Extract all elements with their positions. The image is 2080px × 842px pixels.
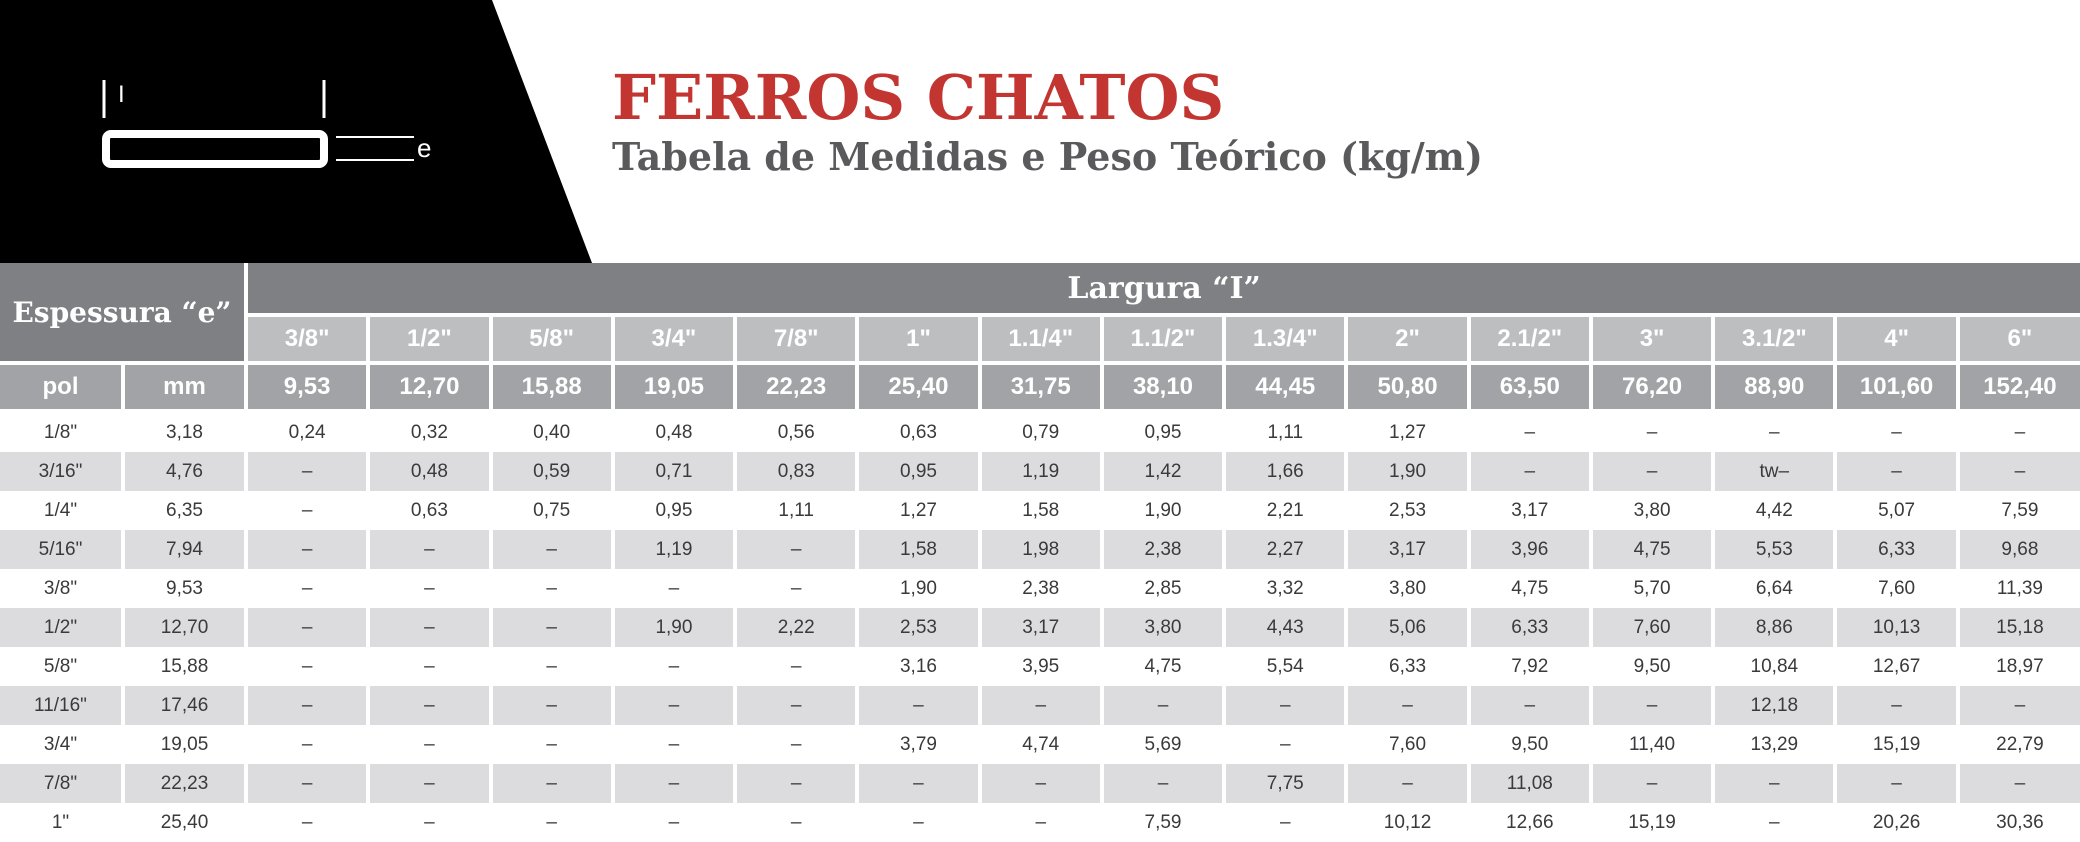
weight-cell: 4,75 [1591,530,1713,569]
weight-cell: – [1102,764,1224,803]
thickness-pol-cell: 3/4" [0,725,123,764]
weight-cell: 12,66 [1469,803,1591,842]
weight-cell: 2,53 [857,608,979,647]
weight-cell: 10,13 [1835,608,1957,647]
weight-cell: 2,22 [735,608,857,647]
weight-cell: – [857,764,979,803]
weight-cell: – [491,530,613,569]
width-pol-header: 2" [1346,315,1468,363]
weight-cell: 9,68 [1958,530,2080,569]
weight-cell: 2,53 [1346,491,1468,530]
weight-cell: 1,11 [1224,411,1346,452]
weight-cell: 0,71 [613,452,735,491]
title-block [612,62,1483,180]
table-row [0,491,2080,530]
thickness-mm-cell: 4,76 [123,452,246,491]
thickness-pol-cell: 7/8" [0,764,123,803]
table-row [0,452,2080,491]
thickness-mm-cell: 15,88 [123,647,246,686]
weight-cell: 1,90 [857,569,979,608]
table-row [0,764,2080,803]
thickness-pol-cell: 3/16" [0,452,123,491]
thickness-mm-cell: 9,53 [123,569,246,608]
weight-cell: 11,39 [1958,569,2080,608]
weight-cell: 22,79 [1958,725,2080,764]
weight-cell: – [1224,686,1346,725]
weight-cell: 10,84 [1713,647,1835,686]
weight-cell: – [491,686,613,725]
weight-cell: 2,38 [980,569,1102,608]
weight-cell: 0,79 [980,411,1102,452]
thickness-pol-cell: 1/2" [0,608,123,647]
weight-cell: – [368,803,490,842]
weight-cell: – [1958,411,2080,452]
weight-cell: 7,59 [1958,491,2080,530]
thickness-mm-cell: 17,46 [123,686,246,725]
weight-cell: – [1835,411,1957,452]
weight-cell: – [491,764,613,803]
weight-cell: 0,75 [491,491,613,530]
thickness-mm-cell: 7,94 [123,530,246,569]
weight-cell: – [246,608,368,647]
width-mm-header: 50,80 [1346,363,1468,411]
weight-cell: 5,54 [1224,647,1346,686]
weight-cell: 15,18 [1958,608,2080,647]
weight-cell: – [1469,411,1591,452]
page-subtitle: Tabela de Medidas e Peso Teórico (kg/m) [612,134,1483,179]
thickness-pol-cell: 3/8" [0,569,123,608]
width-pol-header: 1/2" [368,315,490,363]
width-pol-header: 5/8" [491,315,613,363]
width-pol-header: 3.1/2" [1713,315,1835,363]
width-mm-header: 76,20 [1591,363,1713,411]
weight-cell: 6,33 [1346,647,1468,686]
weight-cell: 1,90 [613,608,735,647]
thickness-mm-cell: 12,70 [123,608,246,647]
weight-cell: – [857,803,979,842]
weight-cell: 1,42 [1102,452,1224,491]
weight-cell: – [1958,764,2080,803]
weight-cell: – [246,803,368,842]
weight-cell: – [1346,764,1468,803]
weight-cell: – [491,569,613,608]
weight-cell: – [368,764,490,803]
weight-cell: – [980,803,1102,842]
weight-cell: 0,48 [613,411,735,452]
weight-table [0,263,2080,842]
weight-cell: – [1713,803,1835,842]
width-mm-header: 63,50 [1469,363,1591,411]
width-mm-header: 38,10 [1102,363,1224,411]
weight-cell: – [1224,725,1346,764]
width-mm-header: 25,40 [857,363,979,411]
thickness-mm-cell: 3,18 [123,411,246,452]
width-mm-header: 101,60 [1835,363,1957,411]
weight-cell: 1,27 [1346,411,1468,452]
weight-cell: 3,16 [857,647,979,686]
width-mm-header: 88,90 [1713,363,1835,411]
weight-cell: 9,50 [1469,725,1591,764]
weight-cell: 3,96 [1469,530,1591,569]
width-pol-header: 3" [1591,315,1713,363]
weight-cell: 7,60 [1346,725,1468,764]
weight-cell: 3,80 [1102,608,1224,647]
weight-cell: 1,98 [980,530,1102,569]
weight-cell: – [613,686,735,725]
table-row [0,411,2080,452]
flat-bar-section [106,134,324,164]
weight-cell: 15,19 [1835,725,1957,764]
weight-cell: 13,29 [1713,725,1835,764]
weight-cell: 0,56 [735,411,857,452]
thickness-pol-cell: 5/16" [0,530,123,569]
weight-cell: 1,90 [1102,491,1224,530]
weight-cell: 12,67 [1835,647,1957,686]
width-pol-header: 1.1/4" [980,315,1102,363]
weight-cell: – [491,803,613,842]
width-pol-header: 2.1/2" [1469,315,1591,363]
weight-cell: – [246,764,368,803]
weight-cell: – [980,686,1102,725]
width-mm-header: 152,40 [1958,363,2080,411]
width-mm-header: 15,88 [491,363,613,411]
largura-header: Largura “I” [246,263,2080,315]
table-row [0,608,2080,647]
weight-cell: 5,07 [1835,491,1957,530]
width-mm-header: 12,70 [368,363,490,411]
weight-cell: 4,42 [1713,491,1835,530]
weight-cell: – [246,569,368,608]
weight-cell: 3,79 [857,725,979,764]
width-pol-header: 4" [1835,315,1957,363]
weight-cell: 1,58 [980,491,1102,530]
weight-cell: – [613,725,735,764]
weight-cell: 5,06 [1346,608,1468,647]
header-row-widths-mm [0,363,2080,411]
width-mm-header: 9,53 [246,363,368,411]
table-row [0,686,2080,725]
weight-cell: – [246,491,368,530]
weight-cell: 3,17 [1346,530,1468,569]
weight-cell: – [735,686,857,725]
thickness-mm-cell: 25,40 [123,803,246,842]
weight-cell: – [246,686,368,725]
weight-cell: 0,48 [368,452,490,491]
thickness-pol-cell: 5/8" [0,647,123,686]
width-pol-header: 1" [857,315,979,363]
header-row-largura [0,263,2080,315]
weight-cell: – [735,530,857,569]
thickness-pol-cell: 1/4" [0,491,123,530]
thickness-mm-cell: 19,05 [123,725,246,764]
weight-cell: 4,75 [1102,647,1224,686]
width-pol-header: 1.3/4" [1224,315,1346,363]
weight-cell: 2,38 [1102,530,1224,569]
weight-cell: 11,40 [1591,725,1713,764]
width-pol-header: 1.1/2" [1102,315,1224,363]
weight-cell: 18,97 [1958,647,2080,686]
weight-cell: 0,32 [368,411,490,452]
weight-cell: – [1591,411,1713,452]
weight-cell: – [368,725,490,764]
weight-cell: – [246,530,368,569]
weight-cell: – [1469,686,1591,725]
weight-cell: – [1591,764,1713,803]
weight-cell: 0,40 [491,411,613,452]
weight-cell: 0,95 [613,491,735,530]
weight-cell: – [1591,452,1713,491]
weight-cell: – [735,569,857,608]
weight-cell: – [857,686,979,725]
weight-cell: 5,53 [1713,530,1835,569]
weight-cell: – [368,608,490,647]
espessura-header: Espessura “e” [0,263,246,363]
page-title: FERROS CHATOS [612,61,1225,134]
weight-cell: 3,80 [1346,569,1468,608]
weight-cell: 10,12 [1346,803,1468,842]
weight-cell: – [735,725,857,764]
weight-cell: – [1835,686,1957,725]
table-row [0,647,2080,686]
weight-cell: 3,32 [1224,569,1346,608]
weight-cell: – [613,647,735,686]
weight-cell: 0,63 [368,491,490,530]
thickness-label: e [417,133,432,163]
weight-cell: 1,27 [857,491,979,530]
table-row [0,569,2080,608]
weight-cell: 15,19 [1591,803,1713,842]
weight-cell: 1,11 [735,491,857,530]
weight-cell: 3,95 [980,647,1102,686]
weight-cell: – [1835,452,1957,491]
weight-cell: – [246,725,368,764]
weight-cell: 7,60 [1591,608,1713,647]
weight-cell: – [1958,452,2080,491]
weight-cell: 3,17 [1469,491,1591,530]
weight-cell: – [735,803,857,842]
weight-cell: 3,80 [1591,491,1713,530]
width-mm-header: 22,23 [735,363,857,411]
weight-cell: 2,21 [1224,491,1346,530]
weight-cell: 2,27 [1224,530,1346,569]
table-row [0,803,2080,842]
width-pol-header: 3/4" [613,315,735,363]
width-pol-header: 6" [1958,315,2080,363]
weight-cell: – [735,647,857,686]
weight-cell: – [1102,686,1224,725]
width-pol-header: 7/8" [735,315,857,363]
weight-cell: – [1469,452,1591,491]
weight-cell: 2,85 [1102,569,1224,608]
weight-cell: 6,64 [1713,569,1835,608]
table-row [0,725,2080,764]
weight-cell: 8,86 [1713,608,1835,647]
weight-cell: – [980,764,1102,803]
thickness-mm-cell: 6,35 [123,491,246,530]
weight-cell: – [1958,686,2080,725]
weight-cell: – [735,764,857,803]
weight-cell: – [1591,686,1713,725]
weight-cell: 20,26 [1835,803,1957,842]
weight-cell: tw– [1713,452,1835,491]
weight-cell: – [491,608,613,647]
weight-cell: 11,08 [1469,764,1591,803]
weight-cell: 0,95 [857,452,979,491]
weight-cell: – [1713,764,1835,803]
weight-cell: 7,92 [1469,647,1591,686]
weight-cell: 7,60 [1835,569,1957,608]
header-row-widths-pol [0,315,2080,363]
weight-cell: 0,95 [1102,411,1224,452]
weight-cell: 7,75 [1224,764,1346,803]
weight-cell: 12,18 [1713,686,1835,725]
width-mm-header: 19,05 [613,363,735,411]
weight-cell: 5,69 [1102,725,1224,764]
weight-cell: – [613,803,735,842]
weight-cell: 30,36 [1958,803,2080,842]
weight-cell: 6,33 [1469,608,1591,647]
weight-cell: 7,59 [1102,803,1224,842]
weight-cell: 1,19 [980,452,1102,491]
weight-cell: – [368,686,490,725]
weight-cell: – [368,569,490,608]
weight-cell: 1,90 [1346,452,1468,491]
weight-cell: – [491,647,613,686]
width-mm-header: 44,45 [1224,363,1346,411]
flat-bar-cross-section-diagram [0,0,600,263]
pol-label: pol [0,363,123,411]
weight-cell: – [1835,764,1957,803]
weight-cell: 0,24 [246,411,368,452]
weight-cell: 4,75 [1469,569,1591,608]
thickness-pol-cell: 1" [0,803,123,842]
weight-cell: 6,33 [1835,530,1957,569]
weight-cell: 0,59 [491,452,613,491]
width-label: I [118,81,125,108]
weight-cell: – [491,725,613,764]
weight-cell: 1,19 [613,530,735,569]
thickness-mm-cell: 22,23 [123,764,246,803]
width-pol-header: 3/8" [246,315,368,363]
weight-cell: – [1713,411,1835,452]
weight-cell: 5,70 [1591,569,1713,608]
table-body [0,411,2080,842]
width-mm-header: 31,75 [980,363,1102,411]
weight-cell: – [246,452,368,491]
thickness-pol-cell: 11/16" [0,686,123,725]
weight-cell: 1,66 [1224,452,1346,491]
weight-cell: – [246,647,368,686]
weight-cell: 4,74 [980,725,1102,764]
mm-label: mm [123,363,246,411]
weight-cell: – [368,530,490,569]
weight-cell: – [1224,803,1346,842]
weight-cell: 0,83 [735,452,857,491]
weight-cell: 0,63 [857,411,979,452]
thickness-pol-cell: 1/8" [0,411,123,452]
table-row [0,530,2080,569]
weight-cell: 4,43 [1224,608,1346,647]
weight-cell: 1,58 [857,530,979,569]
weight-cell: – [613,569,735,608]
weight-cell: 9,50 [1591,647,1713,686]
weight-cell: – [368,647,490,686]
weight-cell: – [1346,686,1468,725]
weight-cell: – [613,764,735,803]
weight-cell: 3,17 [980,608,1102,647]
